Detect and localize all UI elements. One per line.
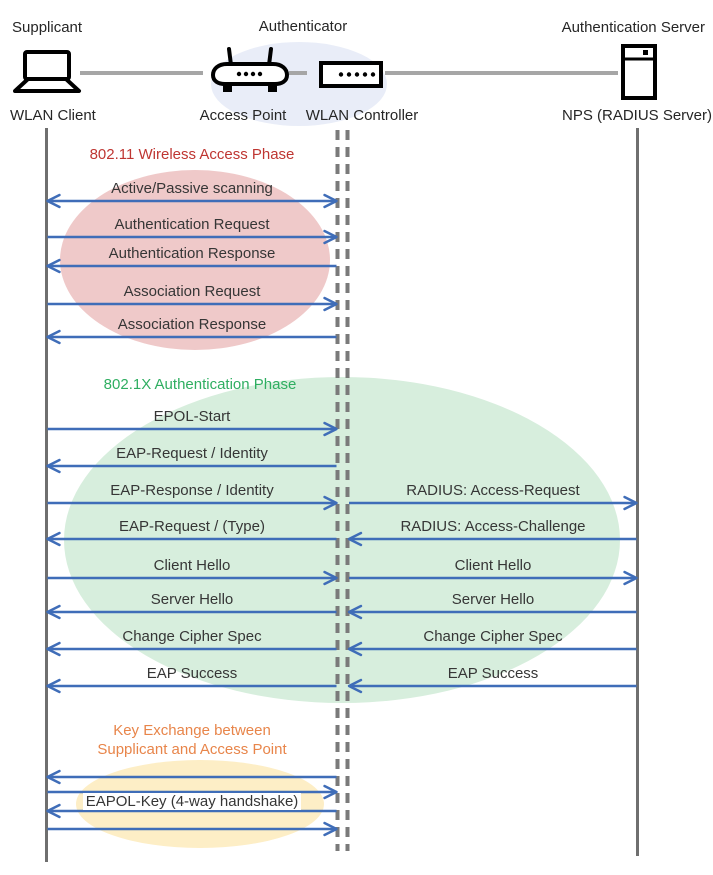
message-label: Client Hello (454, 557, 532, 574)
server-role-label: Authentication Server (561, 19, 705, 36)
message-label: RADIUS: Access-Challenge (400, 518, 586, 535)
phase3-title-line2: Supplicant and Access Point (97, 741, 287, 758)
wlan-client-label: WLAN Client (10, 107, 96, 124)
message-label: Association Response (117, 316, 267, 333)
authenticator-role-label: Authenticator (258, 18, 348, 35)
message-label: Change Cipher Spec (423, 628, 563, 645)
message-label: EPOL-Start (153, 408, 231, 425)
message-label: EAP Success (146, 665, 238, 682)
message-label: Server Hello (451, 591, 535, 608)
message-label: Active/Passive scanning (111, 180, 273, 197)
wlan-controller-icon (321, 63, 381, 86)
message-label: Association Request (123, 283, 261, 300)
nps-server-label: NPS (RADIUS Server) (561, 107, 713, 124)
message-label: Change Cipher Spec (122, 628, 262, 645)
wlan-controller-label: WLAN Controller (305, 107, 419, 124)
phase3-title-line1: Key Exchange between (113, 722, 271, 739)
phase1-title: 802.11 Wireless Access Phase (89, 146, 295, 163)
message-label: EAP-Request / Identity (116, 445, 268, 462)
supplicant-role-label: Supplicant (12, 19, 83, 36)
laptop-icon (15, 52, 79, 91)
server-icon (623, 46, 655, 98)
phase2-title: 802.1X Authentication Phase (103, 376, 297, 393)
phase3-ellipse (76, 760, 324, 848)
phase1-ellipse (60, 170, 330, 350)
message-label: EAP-Request / (Type) (119, 518, 265, 535)
message-label: Server Hello (150, 591, 234, 608)
message-label: EAP Success (447, 665, 539, 682)
message-label: Authentication Response (108, 245, 276, 262)
access-point-label: Access Point (199, 107, 287, 124)
message-label: Client Hello (153, 557, 231, 574)
message-label: Authentication Request (114, 216, 270, 233)
message-label: EAPOL-Key (4-way handshake) (42, 793, 342, 810)
message-label: EAP-Response / Identity (110, 482, 274, 499)
message-label: RADIUS: Access-Request (406, 482, 580, 499)
